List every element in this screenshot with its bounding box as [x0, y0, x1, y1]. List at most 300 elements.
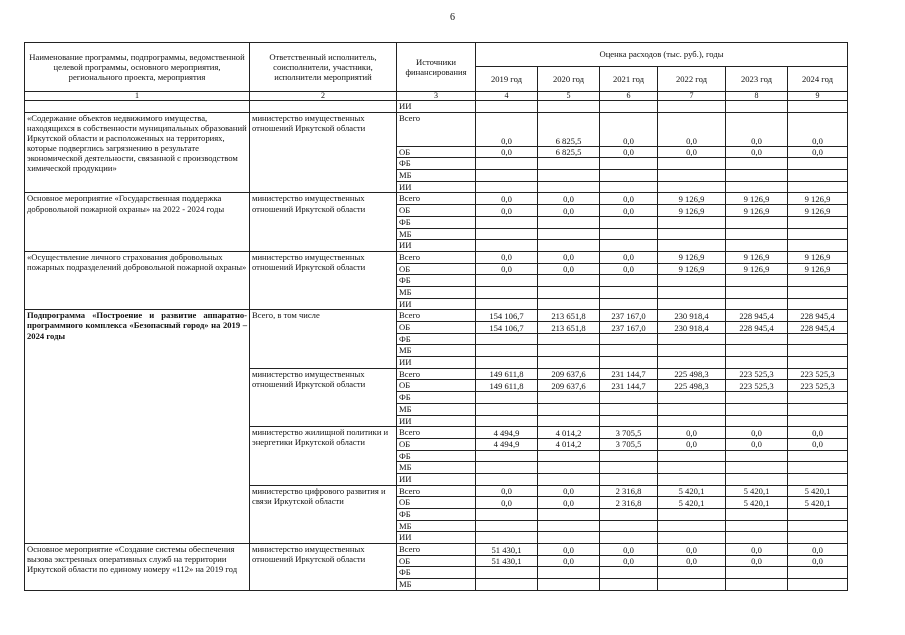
amount-cell: 0,0 — [726, 544, 788, 556]
amount-cell — [600, 415, 658, 427]
amount-cell — [476, 520, 538, 532]
amount-cell — [726, 462, 788, 474]
funding-source-cell: МБ — [397, 520, 476, 532]
amount-cell: 9 126,9 — [658, 263, 726, 275]
amount-cell — [658, 333, 726, 345]
amount-cell: 0,0 — [476, 146, 538, 158]
amount-cell: 223 525,3 — [788, 380, 848, 392]
responsible-cell — [250, 101, 397, 113]
funding-source-cell: ОБ — [397, 497, 476, 509]
amount-cell — [726, 228, 788, 240]
funding-source-cell: ИИ — [397, 240, 476, 252]
amount-cell: 0,0 — [600, 263, 658, 275]
amount-cell — [476, 298, 538, 310]
funding-source-cell: МБ — [397, 286, 476, 298]
amount-cell — [476, 473, 538, 485]
amount-cell: 209 637,6 — [538, 368, 600, 380]
amount-cell — [658, 462, 726, 474]
amount-cell — [600, 158, 658, 170]
amount-cell — [726, 170, 788, 182]
amount-cell — [538, 567, 600, 579]
funding-source-cell: ОБ — [397, 438, 476, 450]
amount-cell: 225 498,3 — [658, 380, 726, 392]
amount-cell — [726, 509, 788, 521]
amount-cell: 231 144,7 — [600, 368, 658, 380]
header-funding-source: Источники финансирования — [397, 43, 476, 92]
amount-cell: 5 420,1 — [658, 497, 726, 509]
header-year: 2024 год — [788, 67, 848, 92]
amount-cell — [788, 462, 848, 474]
responsible-cell: министерство цифрового развития и связи Иркутской области — [250, 485, 397, 543]
header-year: 2022 год — [658, 67, 726, 92]
amount-cell — [476, 158, 538, 170]
amount-cell: 149 611,8 — [476, 368, 538, 380]
amount-cell: 4 014,2 — [538, 438, 600, 450]
responsible-cell: министерство жилищной политики и энергетики Иркутской области — [250, 427, 397, 485]
amount-cell: 9 126,9 — [788, 205, 848, 217]
amount-cell — [658, 158, 726, 170]
amount-cell — [538, 101, 600, 113]
amount-cell: 223 525,3 — [788, 368, 848, 380]
amount-cell: 0,0 — [726, 427, 788, 439]
amount-cell — [476, 392, 538, 404]
amount-cell: 0,0 — [788, 112, 848, 146]
amount-cell — [658, 473, 726, 485]
amount-cell: 6 825,5 — [538, 112, 600, 146]
amount-cell — [476, 509, 538, 521]
table-body — [25, 101, 848, 591]
amount-cell: 5 420,1 — [726, 485, 788, 497]
amount-cell: 0,0 — [476, 497, 538, 509]
amount-cell: 9 126,9 — [658, 251, 726, 263]
amount-cell: 149 611,8 — [476, 380, 538, 392]
amount-cell: 9 126,9 — [788, 263, 848, 275]
amount-cell: 154 106,7 — [476, 322, 538, 334]
funding-source-cell: ФБ — [397, 450, 476, 462]
amount-cell — [538, 240, 600, 252]
amount-cell: 230 918,4 — [658, 310, 726, 322]
header-year: 2020 год — [538, 67, 600, 92]
program-name-cell: Подпрограмма «Построение и развитие аппаратно-программного комплекса «Безопасный город» на 2019 – 2024 годы — [25, 310, 250, 544]
funding-source-cell: Всего — [397, 112, 476, 146]
amount-cell — [726, 216, 788, 228]
column-number: 4 — [476, 92, 538, 101]
amount-cell — [726, 357, 788, 369]
column-number: 9 — [788, 92, 848, 101]
amount-cell — [476, 403, 538, 415]
amount-cell — [658, 101, 726, 113]
amount-cell: 9 126,9 — [726, 263, 788, 275]
amount-cell — [658, 298, 726, 310]
amount-cell: 0,0 — [538, 263, 600, 275]
amount-cell — [600, 228, 658, 240]
amount-cell — [538, 579, 600, 591]
amount-cell — [538, 286, 600, 298]
amount-cell — [600, 392, 658, 404]
amount-cell — [476, 240, 538, 252]
amount-cell — [788, 158, 848, 170]
amount-cell: 0,0 — [726, 555, 788, 567]
responsible-cell: министерство имущественных отношений Иркутской области — [250, 193, 397, 251]
amount-cell: 5 420,1 — [726, 497, 788, 509]
amount-cell — [538, 520, 600, 532]
amount-cell: 0,0 — [726, 438, 788, 450]
amount-cell — [726, 333, 788, 345]
program-name-cell — [25, 101, 250, 113]
amount-cell — [788, 181, 848, 193]
funding-source-cell: Всего — [397, 544, 476, 556]
funding-source-cell: ИИ — [397, 473, 476, 485]
amount-cell — [658, 392, 726, 404]
column-number: 7 — [658, 92, 726, 101]
amount-cell: 228 945,4 — [788, 322, 848, 334]
amount-cell — [538, 450, 600, 462]
amount-cell — [538, 392, 600, 404]
responsible-cell: министерство имущественных отношений Иркутской области — [250, 544, 397, 591]
funding-source-cell: МБ — [397, 170, 476, 182]
amount-cell — [658, 357, 726, 369]
amount-cell: 51 430,1 — [476, 555, 538, 567]
table-row — [25, 112, 848, 146]
amount-cell: 9 126,9 — [788, 193, 848, 205]
amount-cell: 225 498,3 — [658, 368, 726, 380]
amount-cell: 213 651,8 — [538, 310, 600, 322]
amount-cell — [788, 403, 848, 415]
amount-cell — [658, 567, 726, 579]
amount-cell — [726, 403, 788, 415]
amount-cell: 9 126,9 — [726, 193, 788, 205]
amount-cell: 0,0 — [658, 438, 726, 450]
table-row — [25, 544, 848, 556]
funding-source-cell: Всего — [397, 427, 476, 439]
amount-cell — [658, 181, 726, 193]
amount-cell: 0,0 — [538, 555, 600, 567]
amount-cell — [726, 158, 788, 170]
amount-cell — [788, 567, 848, 579]
amount-cell: 223 525,3 — [726, 380, 788, 392]
amount-cell: 223 525,3 — [726, 368, 788, 380]
amount-cell — [726, 532, 788, 544]
amount-cell — [658, 532, 726, 544]
amount-cell — [538, 509, 600, 521]
amount-cell: 0,0 — [788, 544, 848, 556]
amount-cell — [600, 509, 658, 521]
amount-cell: 237 167,0 — [600, 322, 658, 334]
amount-cell — [726, 286, 788, 298]
funding-source-cell: ФБ — [397, 333, 476, 345]
funding-source-cell: МБ — [397, 403, 476, 415]
amount-cell — [476, 532, 538, 544]
amount-cell: 0,0 — [476, 205, 538, 217]
funding-source-cell: МБ — [397, 579, 476, 591]
amount-cell — [600, 275, 658, 287]
amount-cell — [658, 228, 726, 240]
amount-cell — [726, 567, 788, 579]
header-year: 2023 год — [726, 67, 788, 92]
table-row — [25, 310, 848, 322]
amount-cell — [788, 101, 848, 113]
amount-cell — [788, 298, 848, 310]
amount-cell — [600, 170, 658, 182]
amount-cell: 0,0 — [658, 555, 726, 567]
amount-cell: 9 126,9 — [788, 251, 848, 263]
amount-cell — [600, 216, 658, 228]
amount-cell — [476, 579, 538, 591]
amount-cell — [538, 228, 600, 240]
funding-source-cell: ФБ — [397, 216, 476, 228]
amount-cell — [788, 392, 848, 404]
table-row — [25, 251, 848, 263]
amount-cell — [600, 579, 658, 591]
amount-cell — [600, 520, 658, 532]
amount-cell — [538, 216, 600, 228]
amount-cell — [726, 450, 788, 462]
amount-cell: 5 420,1 — [658, 485, 726, 497]
header-responsible: Ответственный исполнитель, соисполнители, участники, исполнители мероприятий — [250, 43, 397, 92]
amount-cell — [600, 298, 658, 310]
amount-cell — [476, 275, 538, 287]
amount-cell — [538, 170, 600, 182]
amount-cell: 0,0 — [600, 205, 658, 217]
amount-cell — [788, 415, 848, 427]
amount-cell: 237 167,0 — [600, 310, 658, 322]
amount-cell — [476, 357, 538, 369]
funding-source-cell: Всего — [397, 368, 476, 380]
amount-cell: 0,0 — [476, 485, 538, 497]
amount-cell: 5 420,1 — [788, 485, 848, 497]
funding-source-cell: ОБ — [397, 322, 476, 334]
amount-cell: 3 705,5 — [600, 427, 658, 439]
amount-cell — [658, 509, 726, 521]
page-number: 6 — [450, 12, 455, 23]
amount-cell — [788, 345, 848, 357]
amount-cell — [658, 170, 726, 182]
amount-cell: 231 144,7 — [600, 380, 658, 392]
amount-cell — [538, 473, 600, 485]
funding-source-cell: ФБ — [397, 275, 476, 287]
amount-cell — [538, 181, 600, 193]
program-name-cell: Основное мероприятие «Создание системы обеспечения вызова экстренных оперативных служб на территории Иркутской области по единому номеру «112» на 2019 год — [25, 544, 250, 591]
amount-cell — [538, 298, 600, 310]
amount-cell — [726, 392, 788, 404]
amount-cell — [600, 286, 658, 298]
funding-source-cell: ФБ — [397, 158, 476, 170]
amount-cell — [788, 170, 848, 182]
amount-cell — [538, 345, 600, 357]
column-number: 3 — [397, 92, 476, 101]
amount-cell — [476, 216, 538, 228]
amount-cell: 51 430,1 — [476, 544, 538, 556]
funding-source-cell: Всего — [397, 485, 476, 497]
amount-cell: 0,0 — [600, 544, 658, 556]
amount-cell — [476, 567, 538, 579]
amount-cell — [658, 403, 726, 415]
amount-cell — [658, 415, 726, 427]
amount-cell: 0,0 — [476, 112, 538, 146]
funding-source-cell: МБ — [397, 462, 476, 474]
amount-cell — [658, 240, 726, 252]
amount-cell: 0,0 — [600, 193, 658, 205]
amount-cell: 0,0 — [538, 251, 600, 263]
amount-cell: 9 126,9 — [726, 205, 788, 217]
amount-cell — [600, 357, 658, 369]
responsible-cell: министерство имущественных отношений Иркутской области — [250, 112, 397, 193]
amount-cell: 3 705,5 — [600, 438, 658, 450]
amount-cell: 9 126,9 — [658, 205, 726, 217]
amount-cell: 0,0 — [788, 555, 848, 567]
funding-source-cell: ИИ — [397, 101, 476, 113]
amount-cell — [658, 579, 726, 591]
amount-cell: 0,0 — [600, 555, 658, 567]
amount-cell: 0,0 — [658, 427, 726, 439]
amount-cell: 0,0 — [788, 146, 848, 158]
header-program-name: Наименование программы, подпрограммы, ведомственной целевой программы, основного мероприятия, регионального проекта, мероприятия — [25, 43, 250, 92]
amount-cell: 0,0 — [658, 544, 726, 556]
amount-cell — [788, 216, 848, 228]
funding-source-cell: ИИ — [397, 298, 476, 310]
amount-cell — [788, 520, 848, 532]
column-number: 2 — [250, 92, 397, 101]
amount-cell — [788, 532, 848, 544]
amount-cell — [538, 357, 600, 369]
amount-cell: 0,0 — [476, 263, 538, 275]
funding-source-cell: ОБ — [397, 146, 476, 158]
amount-cell — [538, 158, 600, 170]
amount-cell: 2 316,8 — [600, 485, 658, 497]
amount-cell — [600, 101, 658, 113]
amount-cell: 0,0 — [538, 205, 600, 217]
amount-cell — [658, 216, 726, 228]
amount-cell — [476, 101, 538, 113]
amount-cell: 0,0 — [538, 497, 600, 509]
funding-source-cell: ИИ — [397, 415, 476, 427]
amount-cell — [658, 520, 726, 532]
amount-cell — [726, 181, 788, 193]
amount-cell — [538, 275, 600, 287]
amount-cell — [600, 240, 658, 252]
amount-cell — [788, 228, 848, 240]
amount-cell — [658, 286, 726, 298]
amount-cell — [658, 345, 726, 357]
funding-source-cell: Всего — [397, 310, 476, 322]
amount-cell — [476, 333, 538, 345]
amount-cell: 0,0 — [658, 112, 726, 146]
funding-source-cell: Всего — [397, 193, 476, 205]
column-number: 1 — [25, 92, 250, 101]
amount-cell — [788, 450, 848, 462]
amount-cell — [538, 333, 600, 345]
amount-cell — [726, 298, 788, 310]
funding-source-cell: ОБ — [397, 380, 476, 392]
amount-cell — [658, 275, 726, 287]
funding-source-cell: ИИ — [397, 181, 476, 193]
amount-cell — [788, 275, 848, 287]
amount-cell: 4 014,2 — [538, 427, 600, 439]
funding-source-cell: ФБ — [397, 509, 476, 521]
amount-cell — [788, 579, 848, 591]
amount-cell: 9 126,9 — [658, 193, 726, 205]
amount-cell: 0,0 — [658, 146, 726, 158]
amount-cell — [600, 473, 658, 485]
amount-cell — [476, 462, 538, 474]
responsible-cell: министерство имущественных отношений Иркутской области — [250, 251, 397, 309]
amount-cell — [538, 415, 600, 427]
amount-cell: 230 918,4 — [658, 322, 726, 334]
amount-cell — [600, 532, 658, 544]
amount-cell — [476, 450, 538, 462]
amount-cell: 0,0 — [726, 146, 788, 158]
funding-source-cell: ИИ — [397, 357, 476, 369]
amount-cell — [726, 345, 788, 357]
amount-cell — [726, 415, 788, 427]
amount-cell: 2 316,8 — [600, 497, 658, 509]
column-number: 8 — [726, 92, 788, 101]
amount-cell: 0,0 — [726, 112, 788, 146]
funding-source-cell: Всего — [397, 251, 476, 263]
amount-cell — [600, 567, 658, 579]
amount-cell — [600, 181, 658, 193]
amount-cell — [476, 286, 538, 298]
amount-cell: 4 494,9 — [476, 427, 538, 439]
amount-cell — [788, 473, 848, 485]
amount-cell — [476, 415, 538, 427]
amount-cell — [726, 520, 788, 532]
amount-cell — [658, 450, 726, 462]
amount-cell: 0,0 — [788, 438, 848, 450]
header-cost-estimate: Оценка расходов (тыс. руб.), годы — [476, 43, 848, 67]
amount-cell: 0,0 — [538, 193, 600, 205]
amount-cell — [476, 170, 538, 182]
amount-cell: 0,0 — [600, 251, 658, 263]
funding-source-cell: ФБ — [397, 392, 476, 404]
amount-cell — [726, 275, 788, 287]
funding-source-cell: ОБ — [397, 555, 476, 567]
amount-cell — [600, 345, 658, 357]
amount-cell: 209 637,6 — [538, 380, 600, 392]
amount-cell — [726, 473, 788, 485]
amount-cell: 0,0 — [788, 427, 848, 439]
amount-cell — [476, 228, 538, 240]
amount-cell — [788, 357, 848, 369]
amount-cell — [600, 403, 658, 415]
amount-cell — [538, 532, 600, 544]
amount-cell: 228 945,4 — [788, 310, 848, 322]
funding-source-cell: ОБ — [397, 205, 476, 217]
funding-source-cell: ОБ — [397, 263, 476, 275]
amount-cell — [726, 240, 788, 252]
table-row — [25, 101, 848, 113]
amount-cell — [788, 286, 848, 298]
program-name-cell: «Содержание объектов недвижимого имущества, находящихся в собственности муниципальных образований Иркутской области и расположенных на территориях, которые подверглись загрязнению в результате экономической деятельности, связанной с производством химической продукции» — [25, 112, 250, 193]
amount-cell — [788, 240, 848, 252]
amount-cell: 4 494,9 — [476, 438, 538, 450]
amount-cell: 5 420,1 — [788, 497, 848, 509]
amount-cell — [600, 450, 658, 462]
amount-cell: 154 106,7 — [476, 310, 538, 322]
amount-cell: 213 651,8 — [538, 322, 600, 334]
expenditure-table — [24, 42, 848, 591]
amount-cell: 0,0 — [600, 112, 658, 146]
amount-cell — [726, 101, 788, 113]
responsible-cell: министерство имущественных отношений Иркутской области — [250, 368, 397, 426]
amount-cell — [476, 345, 538, 357]
funding-source-cell: ИИ — [397, 532, 476, 544]
amount-cell — [600, 462, 658, 474]
amount-cell: 0,0 — [600, 146, 658, 158]
amount-cell: 0,0 — [538, 485, 600, 497]
amount-cell — [600, 333, 658, 345]
amount-cell: 0,0 — [476, 251, 538, 263]
